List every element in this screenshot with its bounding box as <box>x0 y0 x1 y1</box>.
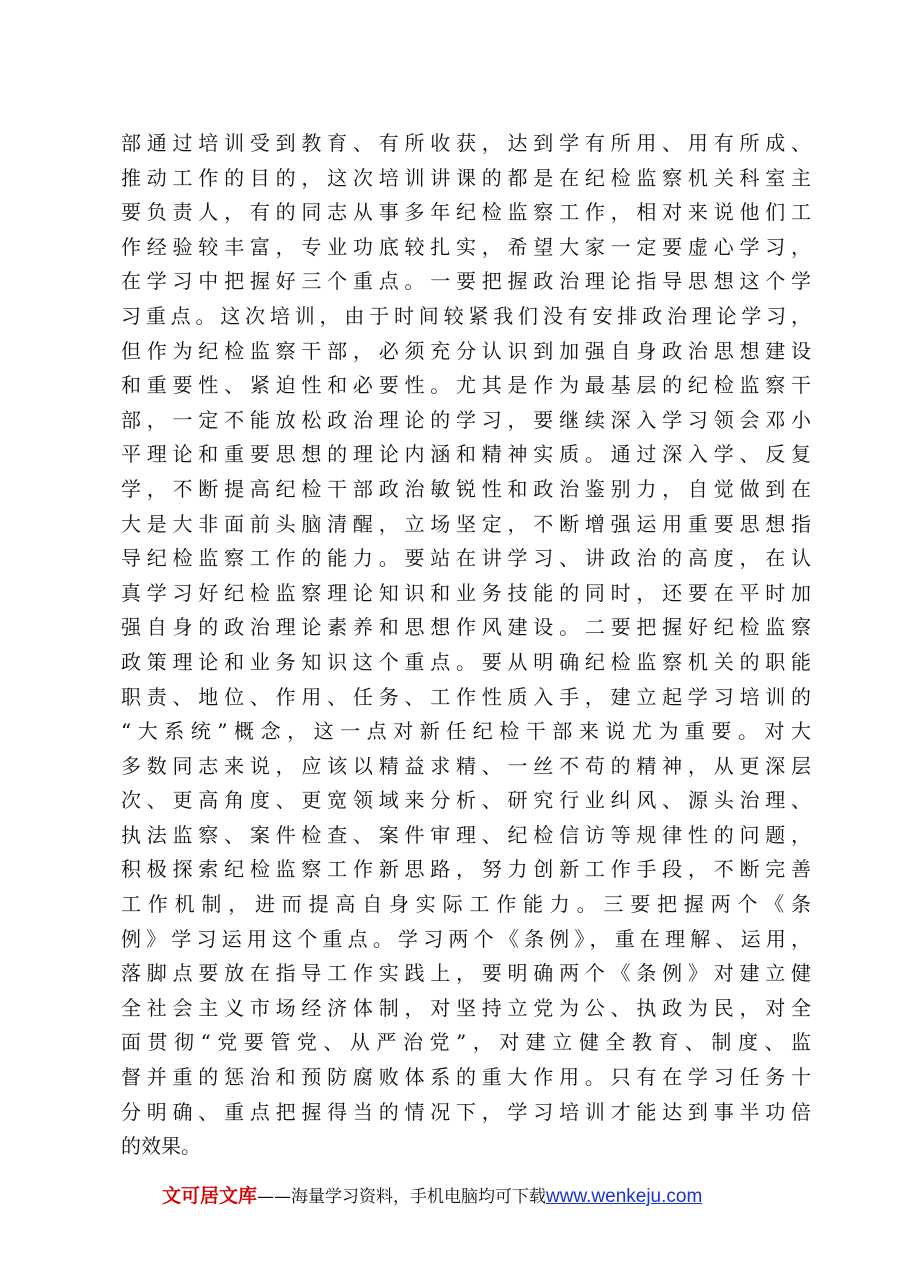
text-line: 落脚点要放在指导工作实践上，要明确两个《条例》对建立健 <box>121 961 811 986</box>
text-line: 面贯彻“党要管党、从严治党”，对建立健全教育、制度、监 <box>121 1030 811 1055</box>
text-line: 部，一定不能放松政治理论的学习，要继续深入学习领会邓小 <box>121 407 811 432</box>
text-line: 强自身的政治理论素养和思想作风建设。二要把握好纪检监察 <box>121 615 811 640</box>
text-line: 要负责人，有的同志从事多年纪检监察工作，相对来说他们工 <box>121 200 811 225</box>
text-line: 分明确、重点把握得当的情况下，学习培训才能达到事半功倍 <box>121 1099 811 1124</box>
text-line: 平理论和重要思想的理论内涵和精神实质。通过深入学、反复 <box>121 442 811 467</box>
text-line: 推动工作的目的，这次培训讲课的都是在纪检监察机关科室主 <box>121 165 811 190</box>
text-line: 作经验较丰富，专业功底较扎实，希望大家一定要虚心学习， <box>121 234 811 259</box>
text-line: 工作机制，进而提高自身实际工作能力。三要把握两个《条 <box>121 892 811 917</box>
text-line: 积极探索纪检监察工作新思路，努力创新工作手段，不断完善 <box>121 857 811 882</box>
text-line: 部通过培训受到教育、有所收获，达到学有所用、用有所成、 <box>121 131 811 155</box>
text-line: 但作为纪检监察干部，必须充分认识到加强自身政治思想建设 <box>121 338 811 363</box>
text-line: 督并重的惩治和预防腐败体系的重大作用。只有在学习任务十 <box>121 1065 811 1090</box>
text-line: “大系统”概念，这一点对新任纪检干部来说尤为重要。对大 <box>121 719 811 744</box>
footer-banner <box>162 1183 702 1210</box>
body-paragraph <box>121 126 811 1164</box>
text-line: 执法监察、案件检查、案件审理、纪检信访等规律性的问题， <box>121 822 811 847</box>
text-line: 学，不断提高纪检干部政治敏锐性和政治鉴别力，自觉做到在 <box>121 476 811 501</box>
text-line: 的效果。 <box>121 1134 201 1159</box>
text-line: 大是大非面前头脑清醒，立场坚定，不断增强运用重要思想指 <box>121 511 811 536</box>
footer-brand: 文可居文库 <box>162 1185 258 1207</box>
text-line: 真学习好纪检监察理论知识和业务技能的同时，还要在平时加 <box>121 580 811 605</box>
text-line: 多数同志来说，应该以精益求精、一丝不苟的精神，从更深层 <box>121 753 811 778</box>
text-line: 导纪检监察工作的能力。要站在讲学习、讲政治的高度，在认 <box>121 546 811 571</box>
text-line: 例》学习运用这个重点。学习两个《条例》，重在理解、运用， <box>121 926 811 951</box>
text-line: 全社会主义市场经济体制，对坚持立党为公、执政为民，对全 <box>121 995 811 1020</box>
text-line: 在学习中把握好三个重点。一要把握政治理论指导思想这个学 <box>121 269 811 294</box>
text-line: 职责、地位、作用、任务、工作性质入手，建立起学习培训的 <box>121 684 811 709</box>
text-line: 和重要性、紧迫性和必要性。尤其是作为最基层的纪检监察干 <box>121 373 811 398</box>
footer-tagline: ——海量学习资料，手机电脑均可下载 <box>257 1187 547 1207</box>
text-line: 政策理论和业务知识这个重点。要从明确纪检监察机关的职能 <box>121 649 811 674</box>
text-line: 次、更高角度、更宽领域来分析、研究行业纠风、源头治理、 <box>121 788 811 813</box>
text-line: 习重点。这次培训，由于时间较紧我们没有安排政治理论学习， <box>121 303 811 328</box>
footer-url-link[interactable]: www.wenkeju.com <box>546 1186 703 1207</box>
